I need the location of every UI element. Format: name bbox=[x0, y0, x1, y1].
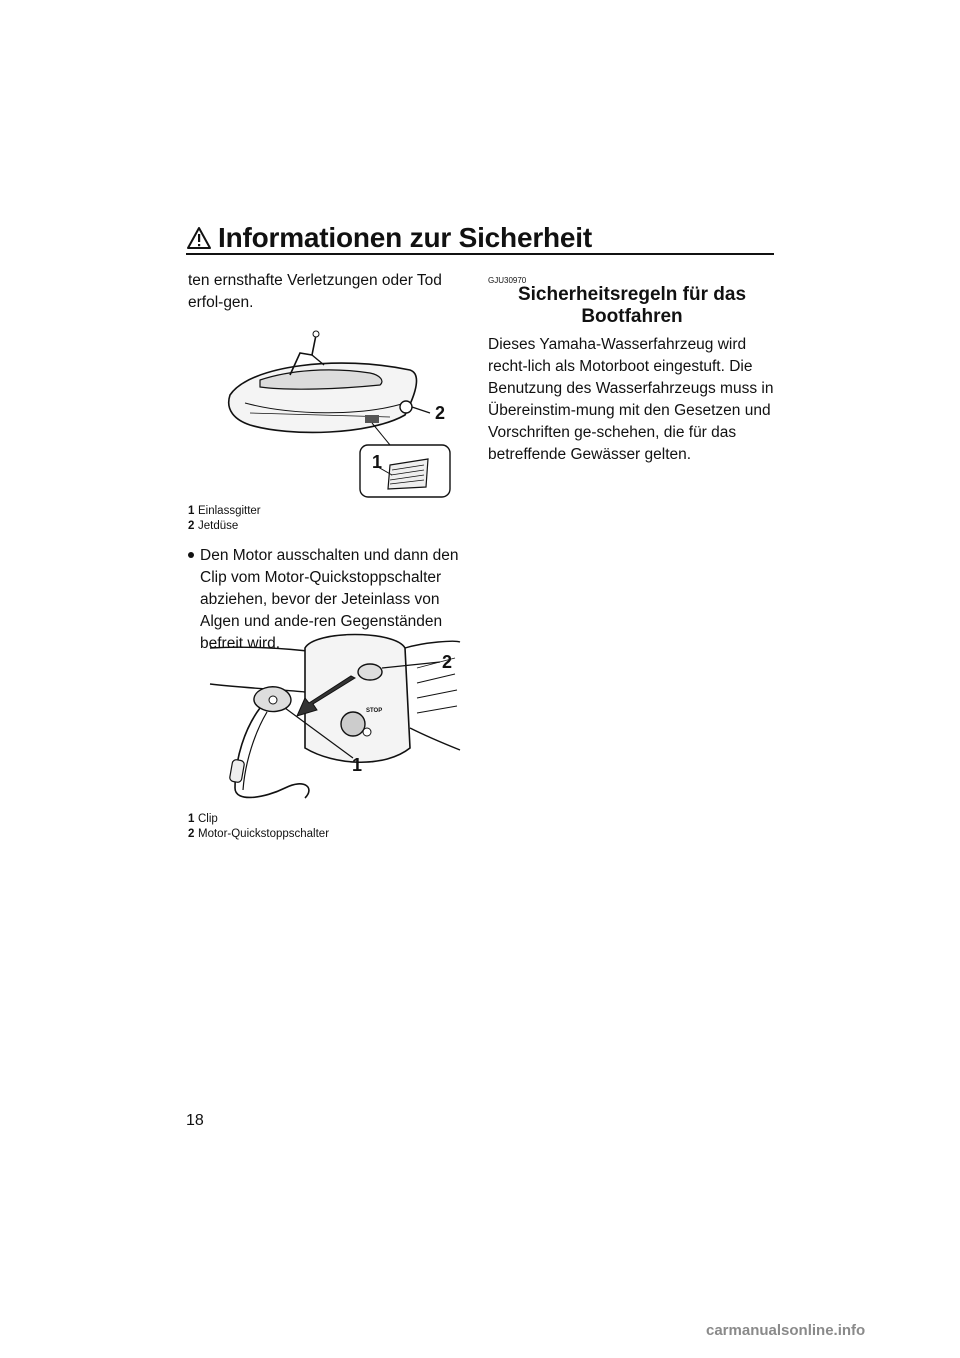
figure1-caption-1: 1 Einlassgitter bbox=[188, 505, 261, 517]
callout-1: 1 bbox=[372, 452, 383, 472]
warning-triangle-icon bbox=[186, 226, 212, 250]
section-code: GJU30970 bbox=[488, 276, 527, 285]
callout-2: 2 bbox=[435, 403, 446, 423]
figure1-caption-2: 2 Jetdüse bbox=[188, 520, 239, 532]
watermark: carmanualsonline.info bbox=[706, 1322, 866, 1339]
bullet-dot bbox=[188, 552, 194, 558]
page-number: 18 bbox=[186, 1112, 204, 1129]
stop-label: STOP bbox=[366, 708, 383, 714]
callout-2: 2 bbox=[442, 652, 453, 672]
header-divider bbox=[186, 253, 774, 255]
figure2-caption-1: 1 Clip bbox=[188, 813, 218, 825]
continuation-text: ten ernsthafte Verletzungen oder Tod erfol-gen. bbox=[188, 272, 442, 311]
section-paragraph: Dieses Yamaha-Wasserfahrzeug wird recht-lich als Motorboot eingestuft. Die Benutzung des Wasserfahrzeugs muss in Übereinstim-mung mit den Gesetzen und Vorschriften ge-schehen, die für das betreffende Gewässer gelten. bbox=[488, 336, 774, 463]
figure2-caption-2: 2 Motor-Quickstoppschalter bbox=[188, 828, 330, 840]
callout-1: 1 bbox=[352, 755, 363, 775]
handlebar-clip-figure bbox=[205, 628, 465, 810]
watercraft-figure bbox=[220, 325, 460, 500]
section-title: Sicherheitsregeln für das Bootfahren bbox=[517, 284, 747, 327]
page-title: Informationen zur Sicherheit bbox=[218, 222, 592, 253]
bullet-item: Den Motor ausschalten und dann den Clip vom Motor-Quickstoppschalter abziehen, bevor der Jeteinlass von Algen und ande-ren Gegenständen befreit wird. bbox=[188, 545, 480, 655]
